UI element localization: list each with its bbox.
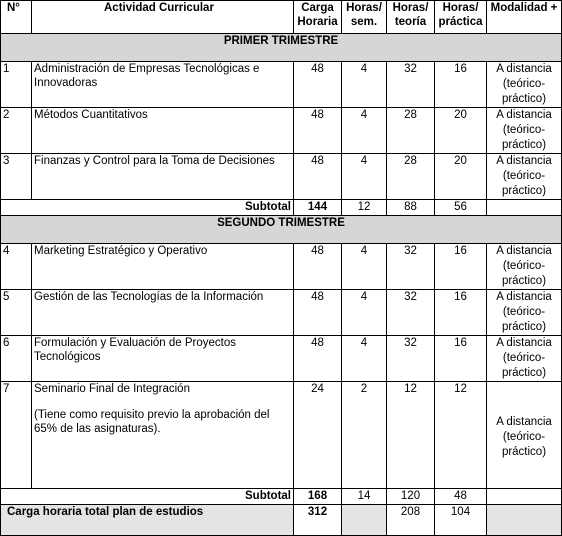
row-carga: 24 <box>294 382 342 489</box>
row-actividad: Formulación y Evaluación de Proyectos Tecnológicos <box>32 336 294 382</box>
total-horas-teoria: 208 <box>387 505 435 536</box>
row-horas-teoria: 32 <box>387 336 435 382</box>
row-horas-sem: 4 <box>342 62 387 108</box>
row-horas-sem: 4 <box>342 244 387 290</box>
total-carga: 312 <box>294 505 342 536</box>
subtotal-horas-teoria: 88 <box>387 200 435 216</box>
row-horas-sem: 2 <box>342 382 387 489</box>
total-modalidad-empty <box>487 505 562 536</box>
row-horas-sem: 4 <box>342 336 387 382</box>
section-row <box>1 34 562 62</box>
row-number: 7 <box>1 382 32 489</box>
row-actividad <box>32 382 294 489</box>
subtotal-carga: 144 <box>294 200 342 216</box>
header-actividad: Actividad Curricular <box>32 1 294 34</box>
subtotal-horas-sem: 14 <box>342 489 387 505</box>
row-carga: 48 <box>294 108 342 154</box>
row-carga: 48 <box>294 154 342 200</box>
table-row <box>1 336 562 382</box>
row-horas-teoria: 32 <box>387 290 435 336</box>
row-carga: 48 <box>294 62 342 108</box>
row-modalidad <box>487 382 562 489</box>
row-number: 5 <box>1 290 32 336</box>
row-number: 6 <box>1 336 32 382</box>
row-horas-teoria: 12 <box>387 382 435 489</box>
subtotal-label: Subtotal <box>1 489 294 505</box>
row-actividad: Gestión de las Tecnologías de la Información <box>32 290 294 336</box>
total-horas-sem <box>342 505 387 536</box>
row-actividad-note: (Tiene como requisito previo la aprobación del 65% de las asignaturas). <box>34 409 270 435</box>
row-carga: 48 <box>294 290 342 336</box>
row-modalidad-text: A distancia (teórico-práctico) <box>496 416 552 458</box>
row-modalidad: A distancia (teórico-práctico) <box>487 108 562 154</box>
row-horas-sem: 4 <box>342 108 387 154</box>
row-horas-sem: 4 <box>342 290 387 336</box>
section-title-segundo-trimestre: SEGUNDO TRIMESTRE <box>1 216 562 244</box>
subtotal-carga: 168 <box>294 489 342 505</box>
subtotal-horas-teoria: 120 <box>387 489 435 505</box>
subtotal-horas-practica: 56 <box>435 200 487 216</box>
header-horas-practica: Horas/ práctica <box>435 1 487 34</box>
row-modalidad: A distancia (teórico-práctico) <box>487 244 562 290</box>
subtotal-row <box>1 200 562 216</box>
row-modalidad: A distancia (teórico-práctico) <box>487 62 562 108</box>
row-horas-practica: 20 <box>435 108 487 154</box>
row-number: 4 <box>1 244 32 290</box>
row-horas-teoria: 32 <box>387 244 435 290</box>
section-title-primer-trimestre: PRIMER TRIMESTRE <box>1 34 562 62</box>
table-row <box>1 244 562 290</box>
row-horas-teoria: 32 <box>387 62 435 108</box>
subtotal-modalidad-empty <box>487 489 562 505</box>
table-row <box>1 62 562 108</box>
header-horas-sem: Horas/ sem. <box>342 1 387 34</box>
row-horas-sem: 4 <box>342 154 387 200</box>
row-modalidad: A distancia (teórico-práctico) <box>487 290 562 336</box>
table-row <box>1 290 562 336</box>
row-actividad-title: Seminario Final de Integración <box>34 383 190 395</box>
subtotal-label: Subtotal <box>1 200 294 216</box>
row-number: 2 <box>1 108 32 154</box>
row-horas-practica: 16 <box>435 336 487 382</box>
section-row <box>1 216 562 244</box>
table-row <box>1 154 562 200</box>
row-horas-practica: 20 <box>435 154 487 200</box>
row-horas-practica: 12 <box>435 382 487 489</box>
row-horas-practica: 16 <box>435 62 487 108</box>
header-no: N° <box>1 1 32 34</box>
row-horas-teoria: 28 <box>387 154 435 200</box>
table-row <box>1 382 562 489</box>
table-row <box>1 108 562 154</box>
row-actividad: Métodos Cuantitativos <box>32 108 294 154</box>
total-horas-practica: 104 <box>435 505 487 536</box>
row-number: 1 <box>1 62 32 108</box>
row-actividad: Finanzas y Control para la Toma de Decisiones <box>32 154 294 200</box>
subtotal-row <box>1 489 562 505</box>
row-carga: 48 <box>294 336 342 382</box>
row-modalidad: A distancia (teórico-práctico) <box>487 154 562 200</box>
subtotal-horas-sem: 12 <box>342 200 387 216</box>
row-actividad: Marketing Estratégico y Operativo <box>32 244 294 290</box>
subtotal-horas-practica: 48 <box>435 489 487 505</box>
total-label: Carga horaria total plan de estudios <box>1 505 294 536</box>
row-carga: 48 <box>294 244 342 290</box>
subtotal-modalidad-empty <box>487 200 562 216</box>
row-modalidad: A distancia (teórico-práctico) <box>487 336 562 382</box>
total-row <box>1 505 562 536</box>
row-horas-practica: 16 <box>435 290 487 336</box>
header-modalidad: Modalidad + <box>487 1 562 34</box>
row-number: 3 <box>1 154 32 200</box>
header-row <box>1 1 562 34</box>
header-carga: Carga Horaria <box>294 1 342 34</box>
header-horas-teoria: Horas/ teoría <box>387 1 435 34</box>
row-horas-teoria: 28 <box>387 108 435 154</box>
row-horas-practica: 16 <box>435 244 487 290</box>
row-actividad: Administración de Empresas Tecnológicas e Innovadoras <box>32 62 294 108</box>
